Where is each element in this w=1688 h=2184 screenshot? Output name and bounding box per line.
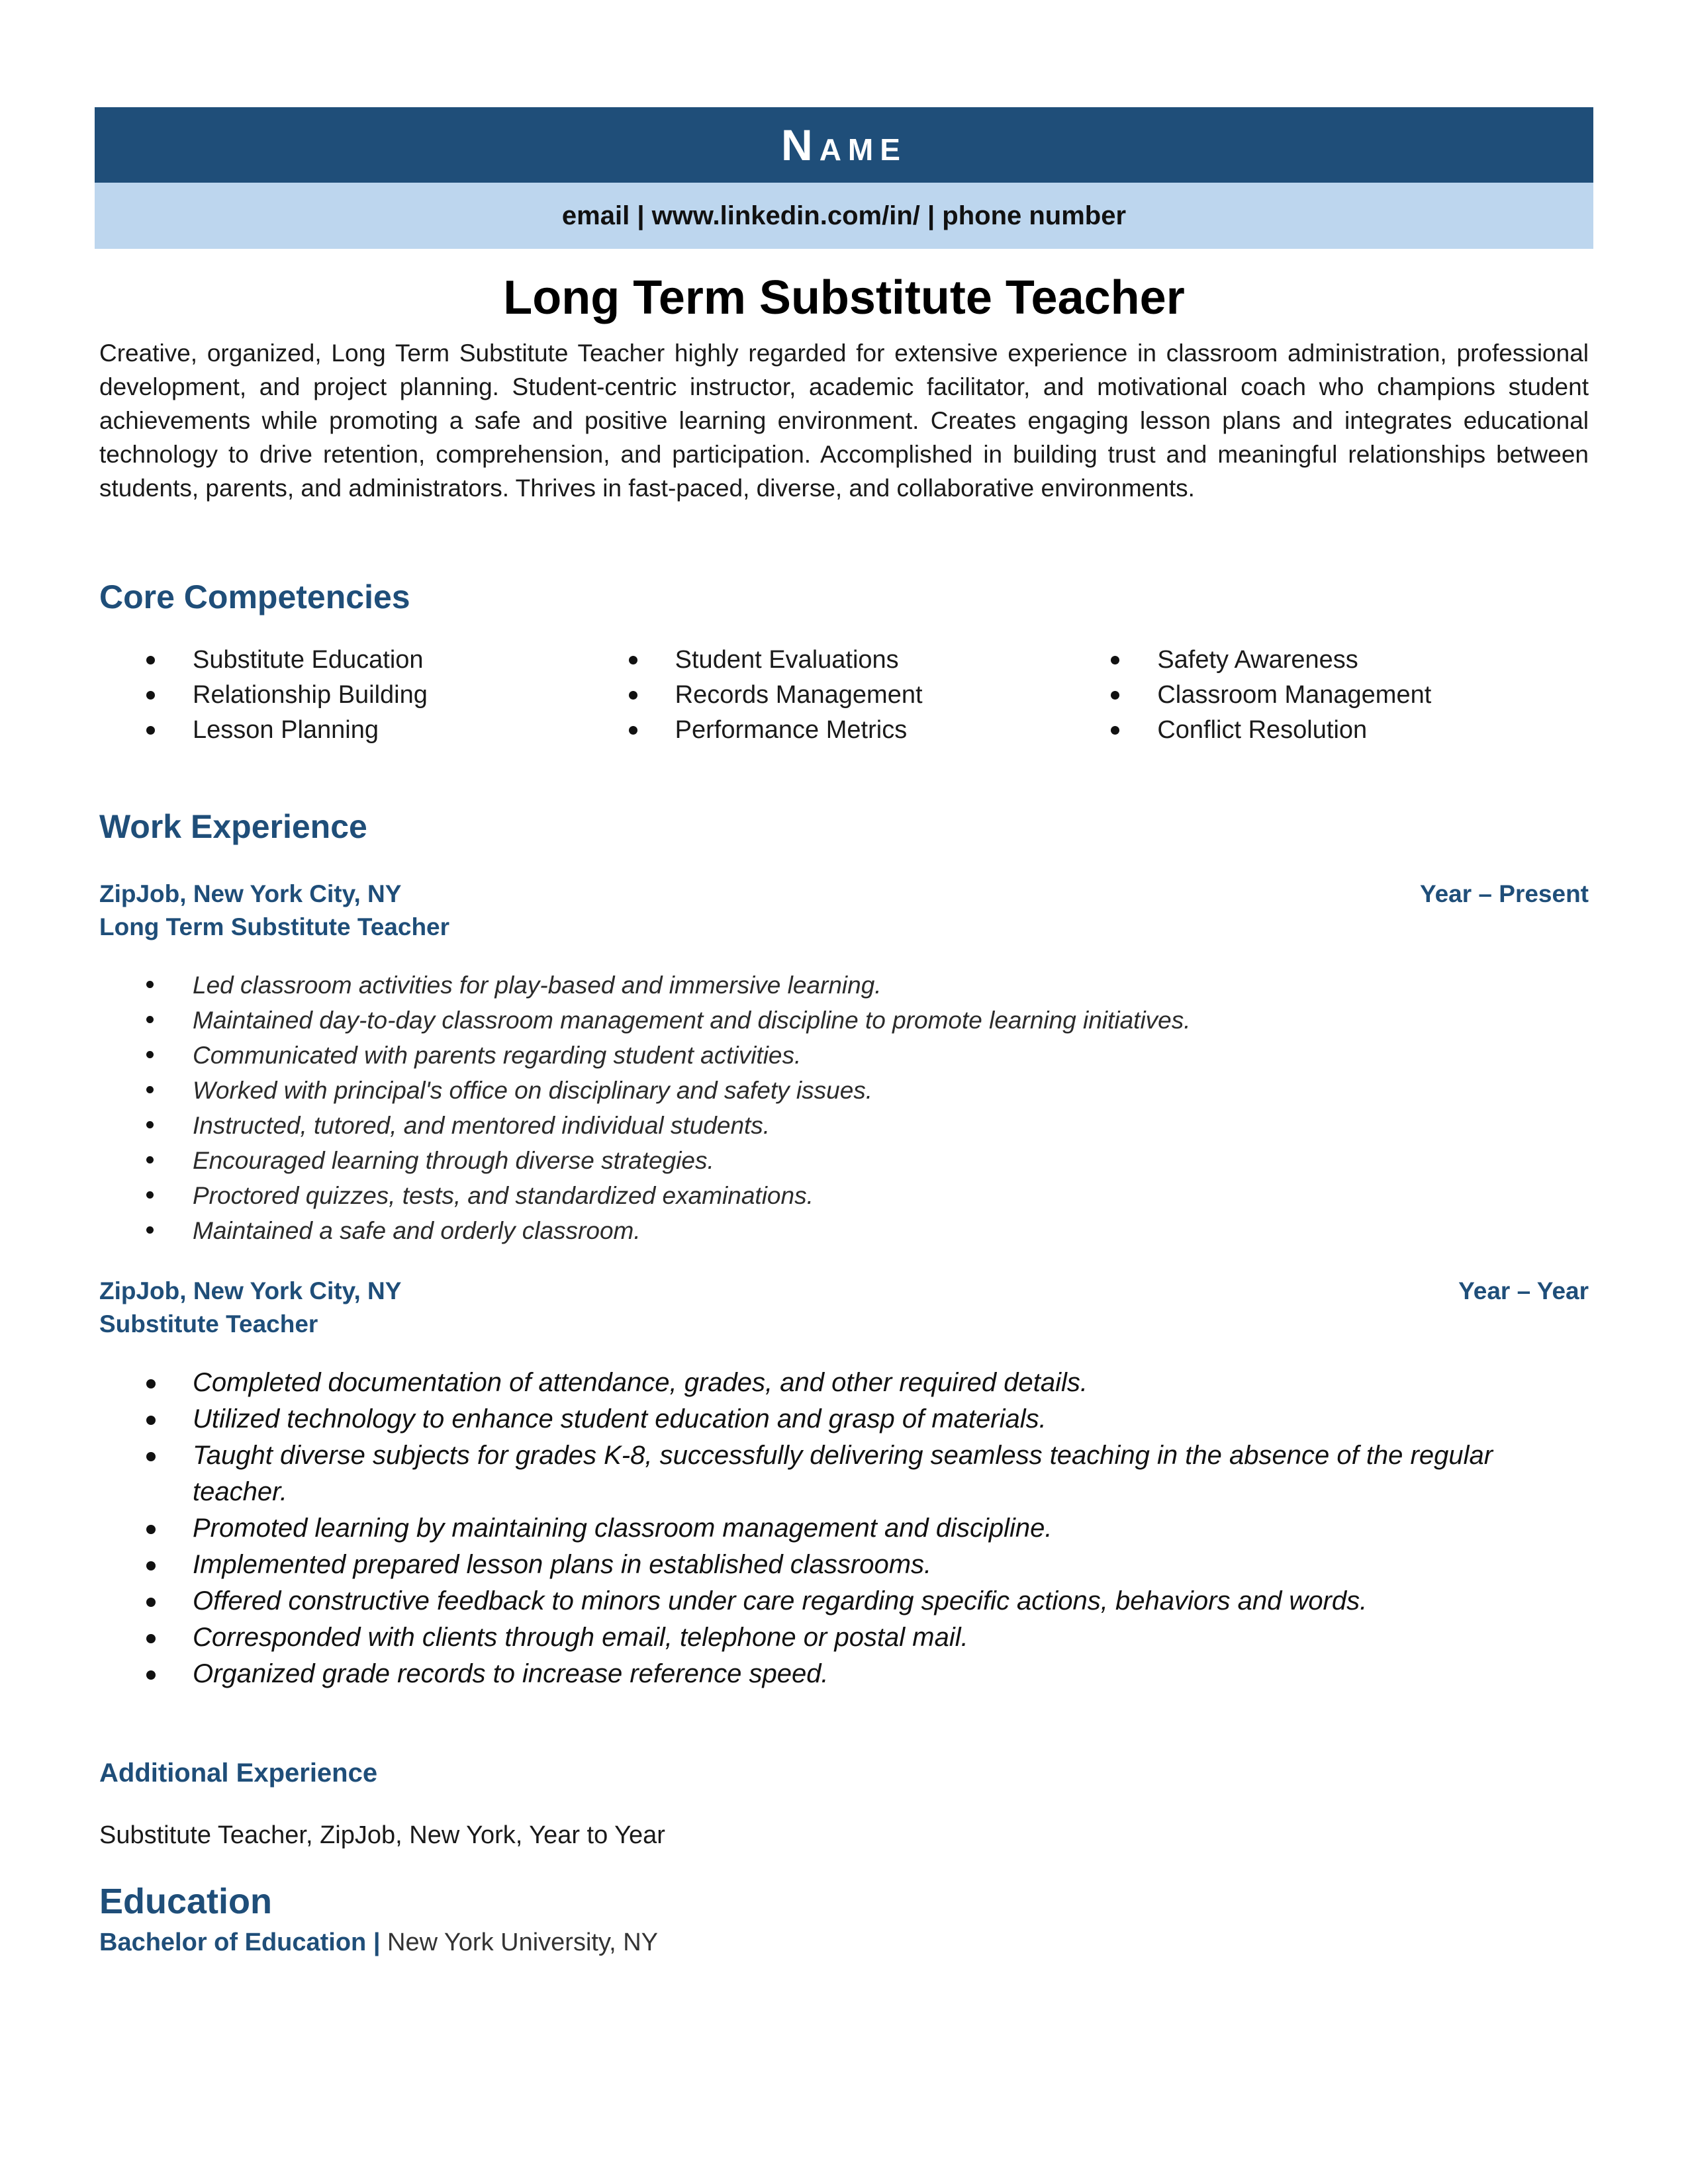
contact-banner <box>95 183 1593 249</box>
core-competencies-list <box>146 643 1593 748</box>
job-duty: Taught diverse subjects for grades K-8, successfully delivering seamless teaching in the absence of the regular teacher. <box>146 1437 1589 1510</box>
competency-item: Safety Awareness <box>1111 643 1593 678</box>
professional-summary: Creative, organized, Long Term Substitute Teacher highly regarded for extensive experience in classroom administration, professional development, and project planning. Student-centric instructor, academic facilitator, and motivational coach who champions student achievements while promoting a safe and positive learning environment. Creates engaging lesson plans and integrates educational technology to drive retention, comprehension, and participation. Accomplished in building trust and meaningful relationships between students, parents, and administrators. Thrives in fast-paced, diverse, and collaborative environments. <box>99 340 1589 502</box>
competency-column-2 <box>629 643 1111 748</box>
job-duty: Worked with principal's office on disciplinary and safety issues. <box>146 1073 1589 1108</box>
job-title: Long Term Substitute Teacher <box>99 913 450 940</box>
education-separator: | <box>373 1929 381 1956</box>
competency-item: Records Management <box>629 678 1111 713</box>
job-duty: Corresponded with clients through email, telephone or postal mail. <box>146 1619 1589 1656</box>
job-duty: Led classroom activities for play-based and immersive learning. <box>146 968 1589 1003</box>
job-duty: Maintained day-to-day classroom management and discipline to promote learning initiatives. <box>146 1003 1589 1038</box>
competency-item: Student Evaluations <box>629 643 1111 678</box>
job-duty: Instructed, tutored, and mentored individual students. <box>146 1108 1589 1143</box>
job-duty: Utilized technology to enhance student education and grasp of materials. <box>146 1401 1589 1437</box>
competency-item: Lesson Planning <box>146 713 629 748</box>
job-title: Substitute Teacher <box>99 1310 318 1338</box>
job-duties-list <box>146 1365 1589 1692</box>
job-header <box>99 878 1589 911</box>
education-degree: Bachelor of Education <box>99 1929 367 1956</box>
work-experience-heading: Work Experience <box>99 808 367 845</box>
resume-title: Long Term Substitute Teacher <box>503 271 1185 324</box>
job-duty: Promoted learning by maintaining classroom management and discipline. <box>146 1510 1589 1547</box>
job-duty: Proctored quizzes, tests, and standardized examinations. <box>146 1178 1589 1213</box>
name-banner <box>95 107 1593 183</box>
job-company: ZipJob, New York City, NY <box>99 880 402 907</box>
job-duties-list <box>146 968 1589 1248</box>
competency-item: Relationship Building <box>146 678 629 713</box>
candidate-name: Name <box>781 120 907 169</box>
competency-column-3 <box>1111 643 1593 748</box>
job-entry <box>99 1275 1589 1692</box>
contact-line: email | www.linkedin.com/in/ | phone number <box>561 201 1127 230</box>
job-duty: Organized grade records to increase reference speed. <box>146 1656 1589 1692</box>
job-duty: Communicated with parents regarding student activities. <box>146 1038 1589 1073</box>
education-entry <box>99 1926 1593 1959</box>
job-duty: Encouraged learning through diverse strategies. <box>146 1143 1589 1178</box>
competency-item: Conflict Resolution <box>1111 713 1593 748</box>
core-competencies-heading: Core Competencies <box>99 578 410 615</box>
competency-item: Substitute Education <box>146 643 629 678</box>
job-header <box>99 1275 1589 1308</box>
education-school: New York University, NY <box>387 1929 659 1956</box>
job-entry <box>99 878 1589 1248</box>
education-heading: Education <box>99 1882 273 1921</box>
job-company: ZipJob, New York City, NY <box>99 1277 402 1304</box>
competency-item: Performance Metrics <box>629 713 1111 748</box>
job-duty: Offered constructive feedback to minors under care regarding specific actions, behaviors and words. <box>146 1583 1589 1619</box>
additional-experience-entry: Substitute Teacher, ZipJob, New York, Year to Year <box>99 1821 665 1849</box>
job-dates: Year – Present <box>1419 880 1589 907</box>
job-duty: Completed documentation of attendance, grades, and other required details. <box>146 1365 1589 1401</box>
competency-item: Classroom Management <box>1111 678 1593 713</box>
resume-page <box>95 107 1593 1959</box>
job-dates: Year – Year <box>1458 1277 1589 1304</box>
competency-column-1 <box>146 643 629 748</box>
job-duty: Maintained a safe and orderly classroom. <box>146 1213 1589 1248</box>
job-duty: Implemented prepared lesson plans in established classrooms. <box>146 1547 1589 1583</box>
additional-experience-heading: Additional Experience <box>99 1758 378 1788</box>
